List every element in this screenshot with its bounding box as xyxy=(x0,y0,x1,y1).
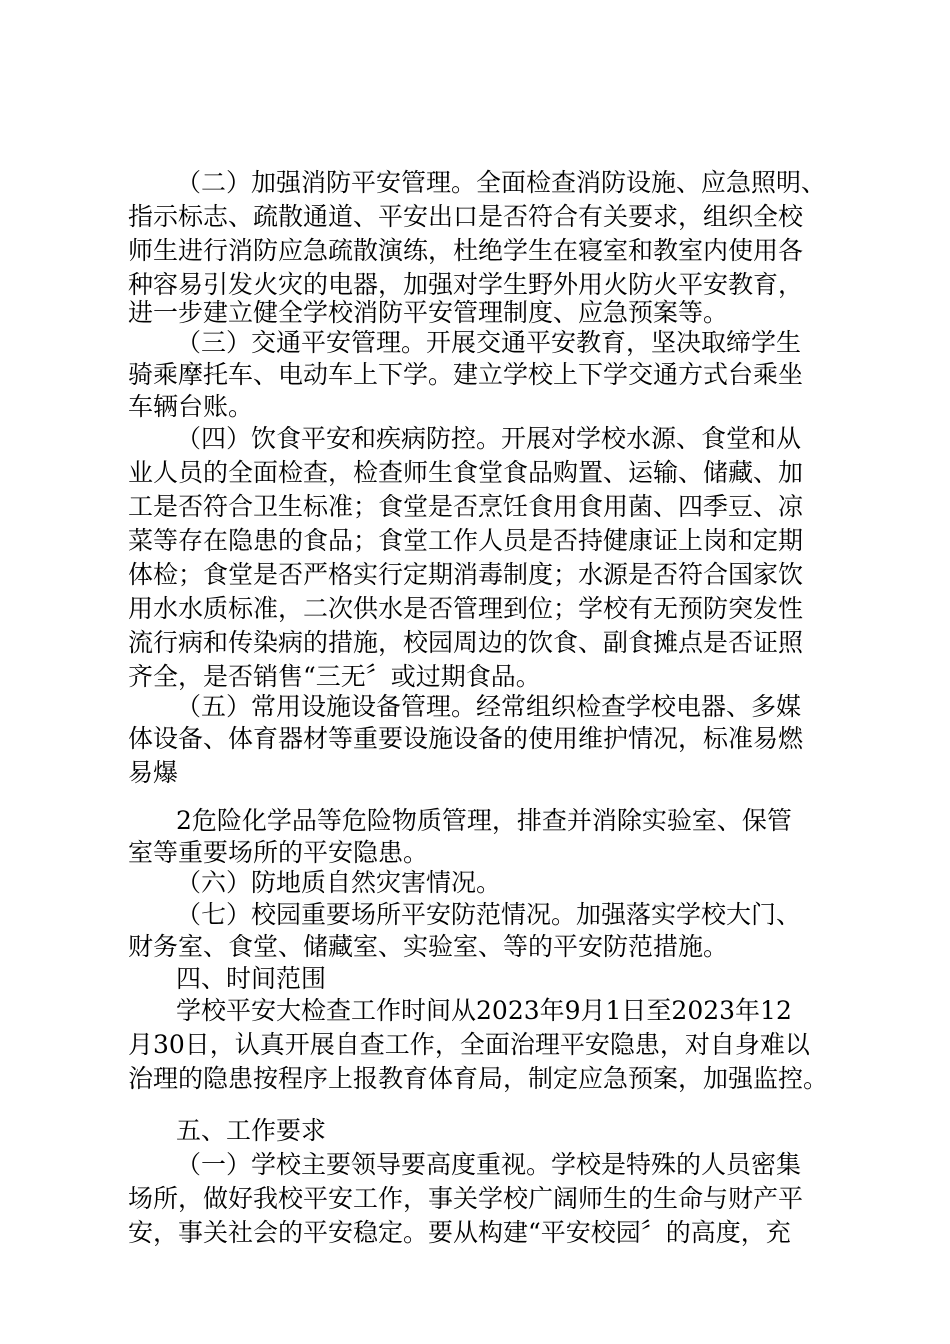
paragraph-line: 进一步建立健全学校消防平安管理制度、应急预案等。 xyxy=(128,298,729,327)
paragraph-line: 骑乘摩托车、电动车上下学。建立学校上下学交通方式台乘坐 xyxy=(128,360,804,389)
paragraph-line: （一）学校主要领导要高度重视。学校是特殊的人员密集 xyxy=(176,1150,802,1179)
paragraph-line: （二）加强消防平安管理。全面检查消防设施、应急照明、 xyxy=(176,168,827,197)
paragraph-line: 易爆 xyxy=(128,758,179,787)
paragraph-line: 用水水质标准，二次供水是否管理到位；学校有无预防突发性 xyxy=(128,594,804,623)
paragraph-line: （五）常用设施设备管理。经常组织检查学校电器、多媒 xyxy=(176,692,802,721)
paragraph-line: 体设备、体育器材等重要设施设备的使用维护情况，标准易燃 xyxy=(128,724,804,753)
paragraph-line: 车辆台账。 xyxy=(128,392,254,421)
paragraph-line: 场所，做好我校平安工作，事关学校广阔师生的生命与财产平 xyxy=(128,1184,804,1213)
paragraph-line: 财务室、食堂、储藏室、实验室、等的平安防范措施。 xyxy=(128,932,729,961)
paragraph-line: 学校平安大检查工作时间从2023年9月1日至2023年12 xyxy=(176,996,792,1025)
paragraph-line: 业人员的全面检查，检查师生食堂食品购置、运输、储藏、加 xyxy=(128,458,804,487)
section-heading: 五、工作要求 xyxy=(176,1116,327,1145)
paragraph-line: 齐全，是否销售“三无〞或过期食品。 xyxy=(128,662,541,691)
paragraph-line: 2危险化学品等危险物质管理，排查并消除实验室、保管 xyxy=(176,806,792,835)
section-heading: 四、时间范围 xyxy=(176,964,327,993)
paragraph-line: （七）校园重要场所平安防范情况。加强落实学校大门、 xyxy=(176,900,802,929)
paragraph-line: 治理的隐患按程序上报教育体育局，制定应急预案，加强监控。 xyxy=(128,1064,829,1093)
paragraph-line: （三）交通平安管理。开展交通平安教育，坚决取缔学生 xyxy=(176,328,802,357)
paragraph-line: 种容易引发火灾的电器，加强对学生野外用火防火平安教育， xyxy=(128,270,804,299)
paragraph-line: （四）饮食平安和疾病防控。开展对学校水源、食堂和从 xyxy=(176,424,802,453)
paragraph-line: 安，事关社会的平安稳定。要从构建“平安校园〞的高度，充 xyxy=(128,1218,791,1247)
paragraph-line: 月30日，认真开展自查工作，全面治理平安隐患，对自身难以 xyxy=(128,1030,810,1059)
paragraph-line: （六）防地质自然灾害情况。 xyxy=(176,868,502,897)
paragraph-line: 工是否符合卫生标准；食堂是否烹饪食用食用菌、四季豆、凉 xyxy=(128,492,804,521)
paragraph-line: 室等重要场所的平安隐患。 xyxy=(128,838,429,867)
paragraph-line: 师生进行消防应急疏散演练，杜绝学生在寝室和教室内使用各 xyxy=(128,236,804,265)
paragraph-line: 菜等存在隐患的食品；食堂工作人员是否持健康证上岗和定期 xyxy=(128,526,804,555)
paragraph-line: 指示标志、疏散通道、平安出口是否符合有关要求，组织全校 xyxy=(128,202,804,231)
paragraph-line: 体检；食堂是否严格实行定期消毒制度；水源是否符合国家饮 xyxy=(128,560,804,589)
paragraph-line: 流行病和传染病的措施，校园周边的饮食、副食摊点是否证照 xyxy=(128,628,804,657)
